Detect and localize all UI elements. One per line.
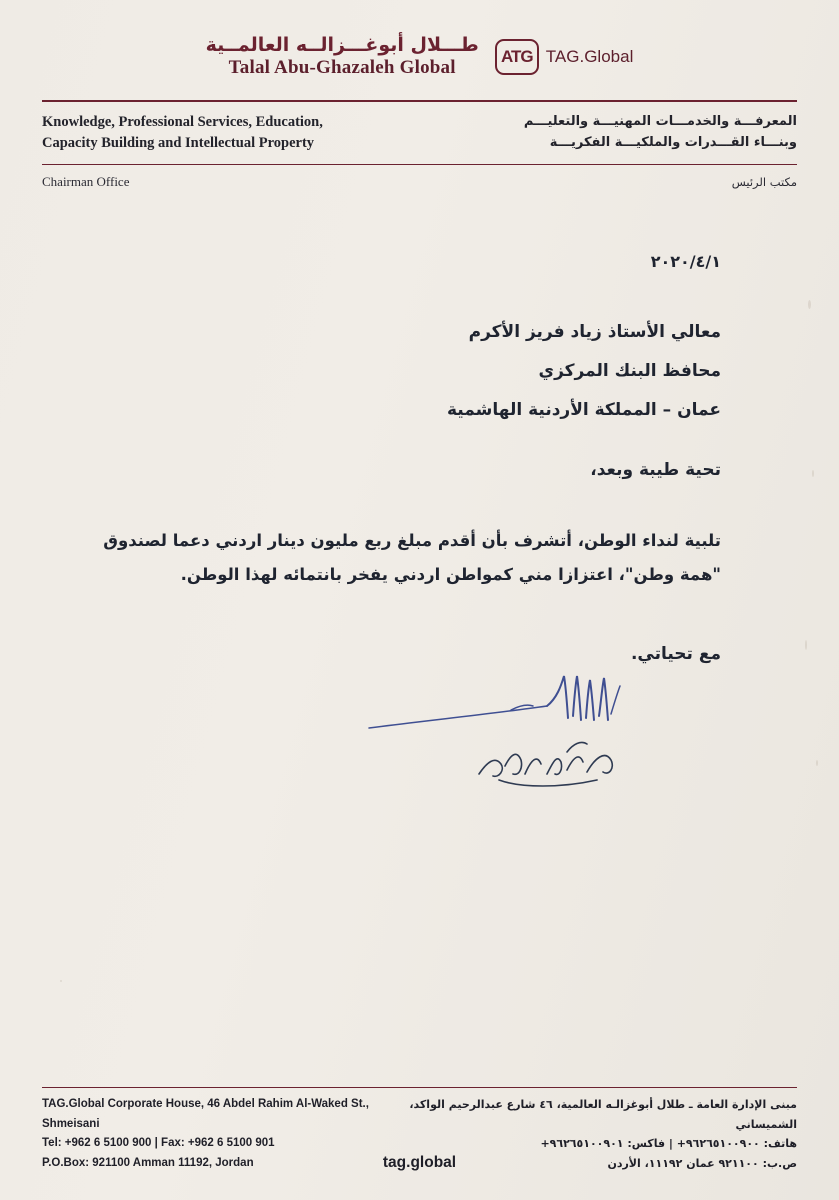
tagline-arabic-line2: وبنـــاء القـــدرات والملكيـــة الفكريـــة <box>549 134 797 150</box>
brand-text <box>206 36 479 78</box>
header-divider-thick <box>42 100 797 102</box>
tagline-arabic-line1: المعرفـــة والخدمـــات المهنيـــة والتعليـــم <box>523 113 797 129</box>
closing-line: مع تحياتي. <box>630 643 721 664</box>
tag-global-logo <box>495 39 634 75</box>
letterhead-header <box>0 0 839 78</box>
addressee-line-3: عمان – المملكة الأردنية الهاشمية <box>446 400 721 421</box>
brand-name-english: Talal Abu-Ghazaleh Global <box>228 56 456 78</box>
brand-lockup <box>206 36 634 78</box>
header-divider-thin <box>42 164 797 165</box>
addressee-line-2: محافظ البنك المركزي <box>538 361 721 381</box>
logo-wordmark: TAG.Global <box>545 46 634 66</box>
tagline-english-line1: Knowledge, Professional Services, Education, <box>42 113 323 130</box>
tagline-english-line2: Capacity Building and Intellectual Property <box>42 134 315 151</box>
letter-date: ٢٠٢٠/٤/١ <box>650 251 721 271</box>
addressee-block <box>60 313 721 430</box>
footer-pobox-english: P.O.Box: 921100 Amman 11192, Jordan <box>42 1157 254 1170</box>
salutation: تحية طيبة وبعد، <box>590 460 721 481</box>
tagline-english <box>42 112 323 154</box>
footer-phone-arabic: هاتف: ٩٦٢٦٥١٠٠٩٠٠+ | فاكس: ٩٦٢٦٥١٠٠٩٠١+ <box>540 1137 797 1151</box>
addressee-line-1: معالي الأستاذ زياد فريز الأكرم <box>468 321 721 342</box>
signature-area <box>60 670 721 820</box>
footer-website[interactable]: tag.global <box>382 1154 457 1171</box>
footer-divider <box>42 1087 797 1088</box>
tagline-row <box>42 112 797 154</box>
footer-phone-english: Tel: +962 6 5100 900 | Fax: +962 6 5100 901 <box>42 1137 275 1150</box>
office-row <box>42 174 797 190</box>
letterhead-footer <box>0 1087 839 1174</box>
tagline-arabic <box>524 112 797 154</box>
footer-address-english: TAG.Global Corporate House, 46 Abdel Rahim Al-Waked St., Shmeisani <box>42 1097 369 1130</box>
signature-icon <box>361 670 681 810</box>
footer-pobox-arabic: ص.ب: ٩٢١١٠٠ عمان ١١١٩٢، الأردن <box>607 1156 797 1170</box>
office-label-arabic: مكتب الرئيس <box>731 174 797 189</box>
footer-address-arabic: مبنى الإدارة العامة ـ طلال أبوغزالـه العالمية، ٤٦ شارع عبدالرحيم الواكد، الشميساني <box>409 1097 797 1131</box>
tag-monogram-icon: ATG <box>495 39 539 75</box>
brand-name-arabic: طـــلال أبوغـــزالــه العالمــية <box>205 34 479 56</box>
letter-body <box>0 252 839 820</box>
office-label-english: Chairman Office <box>42 173 130 189</box>
letter-paragraph: تلبية لنداء الوطن، أتشرف بأن أقدم مبلغ ربع مليون دينار اردني دعما لصندوق "همة وطن"، اعتزازا مني كمواطن اردني يفخر بانتمائه لهذا الوطن. <box>103 531 721 584</box>
